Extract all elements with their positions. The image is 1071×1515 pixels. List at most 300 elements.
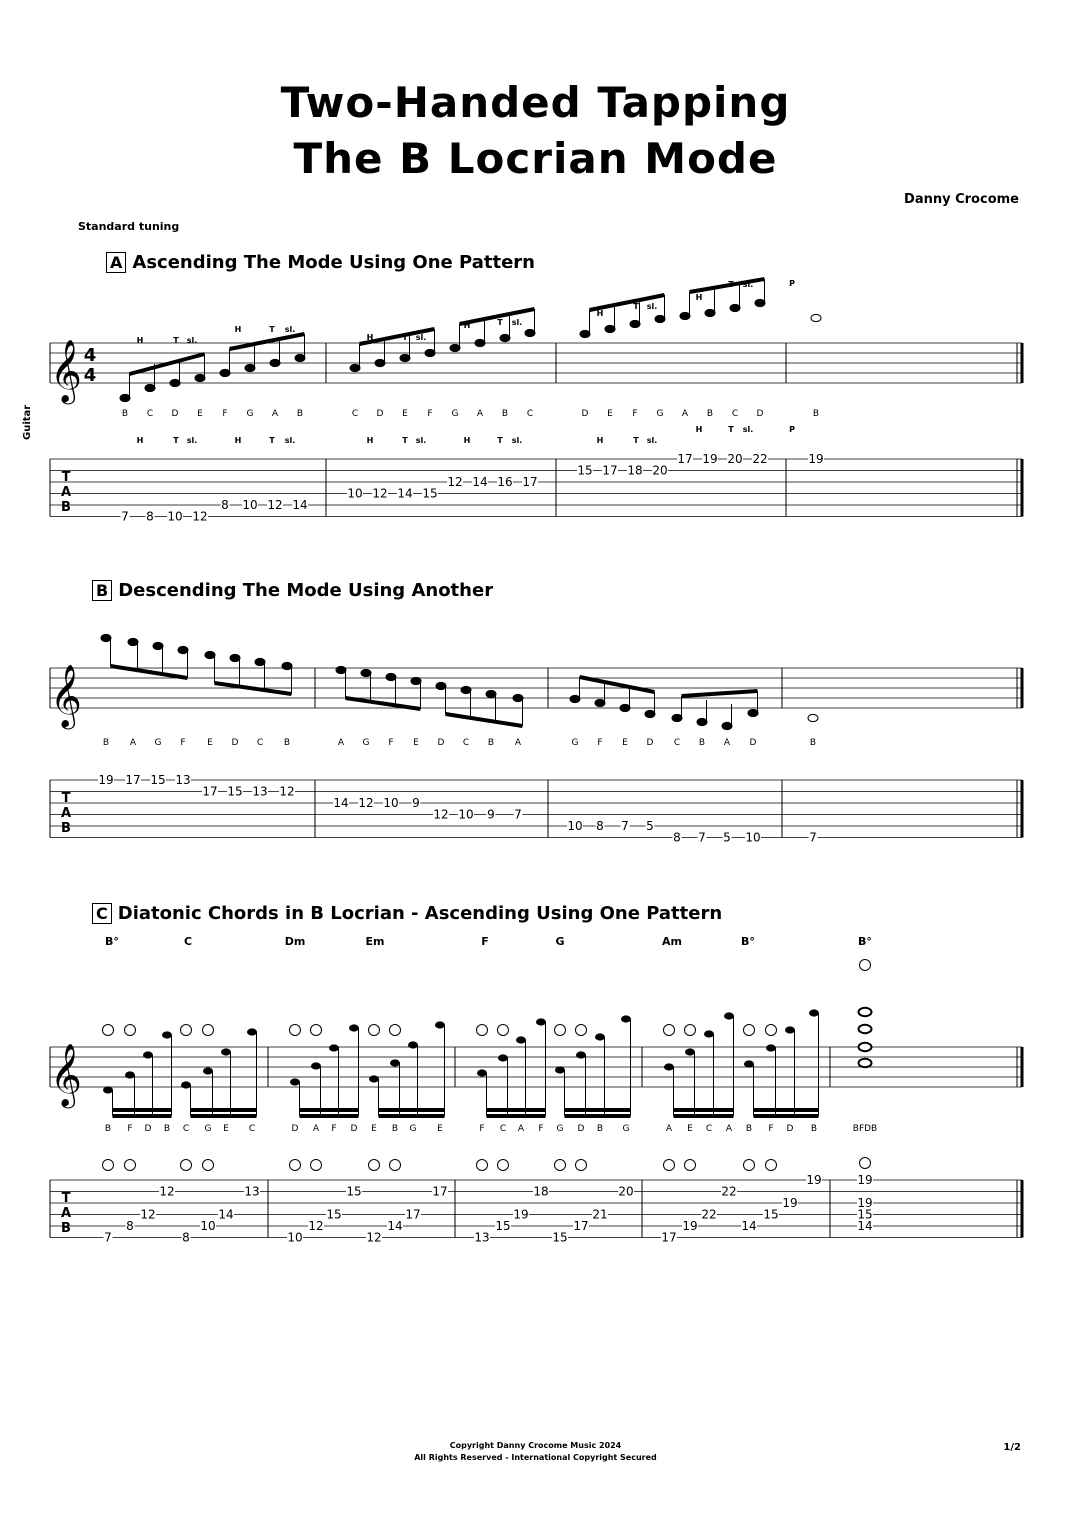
- note-name: B: [706, 409, 714, 419]
- section-a-box: A: [106, 252, 126, 273]
- tab-technique-label: T: [633, 436, 639, 445]
- note-name: B: [121, 409, 129, 419]
- note-name: B: [163, 1124, 171, 1134]
- note-name: C: [146, 409, 154, 419]
- note-name: D: [581, 409, 589, 419]
- tab-number: 19: [808, 452, 824, 466]
- technique-label: H: [234, 325, 242, 334]
- tab-technique-label: sl.: [284, 436, 296, 445]
- notehead: [555, 1066, 565, 1073]
- tab-number: 12: [358, 796, 374, 810]
- chord-name: B°: [105, 935, 119, 948]
- tab-number: 22: [701, 1207, 717, 1222]
- tab-technique-label: H: [366, 436, 374, 445]
- tuning: Standard tuning: [78, 220, 180, 233]
- note-name: E: [622, 738, 628, 748]
- notehead: [120, 394, 130, 401]
- tab-number: 20: [727, 452, 743, 466]
- tab-number: 10: [458, 807, 474, 822]
- tab-number: 14: [387, 1219, 403, 1233]
- beam: [215, 683, 292, 694]
- chord-name: B°: [741, 935, 755, 948]
- chord-name: B°: [858, 935, 872, 948]
- note-name: A: [681, 409, 689, 419]
- note-name: C: [351, 409, 359, 419]
- notehead: [595, 699, 605, 706]
- notehead: [375, 359, 385, 366]
- tab-number: 13: [244, 1184, 260, 1199]
- tap-circle-icon: [744, 1025, 755, 1036]
- tab-number: 10: [745, 830, 761, 845]
- note-name: A: [514, 738, 522, 748]
- notehead: [101, 634, 111, 641]
- notehead: [178, 646, 188, 653]
- notehead: [680, 312, 690, 319]
- tab-number: 8: [146, 509, 154, 524]
- tab-number: 7: [121, 509, 129, 524]
- tab-number: 10: [167, 509, 183, 524]
- technique-label: sl.: [646, 302, 658, 311]
- notehead: [411, 677, 421, 684]
- note-name: E: [437, 1124, 443, 1134]
- notehead: [766, 1044, 776, 1051]
- notehead: [143, 1051, 153, 1058]
- note-name: D: [376, 409, 384, 419]
- notehead: [722, 722, 732, 729]
- tap-circle-icon: [290, 1025, 301, 1036]
- note-name: B: [809, 738, 817, 748]
- footer-copyright: Copyright Danny Crocome Music 2024: [449, 1441, 622, 1450]
- note-name: A: [337, 738, 345, 748]
- tab-number: 15: [763, 1207, 779, 1222]
- notehead: [486, 690, 496, 697]
- tab-number: 19: [98, 773, 114, 787]
- tab-number: 15: [346, 1184, 362, 1199]
- note-name: F: [127, 1124, 133, 1134]
- note-name: G: [556, 1124, 564, 1134]
- tap-circle-icon: [498, 1025, 509, 1036]
- tab-technique-label: H: [234, 436, 242, 445]
- note-name: G: [451, 409, 459, 419]
- tab-number: 10: [200, 1219, 216, 1233]
- tab-number: 17: [677, 452, 693, 466]
- tab-number: 13: [474, 1230, 490, 1245]
- chord-name: C: [183, 935, 193, 948]
- time-sig-top: 4: [83, 345, 97, 366]
- tab-number: 22: [721, 1184, 737, 1199]
- notehead: [436, 682, 446, 689]
- tab-number: 14: [472, 475, 488, 489]
- note-name: B: [102, 738, 110, 748]
- tap-circle-icon: [766, 1025, 777, 1036]
- tab-technique-label: sl.: [742, 425, 754, 434]
- notehead: [247, 1028, 257, 1035]
- tab-number: 7: [621, 819, 629, 833]
- note-name: G: [622, 1124, 630, 1134]
- section-a-title: Ascending The Mode Using One Pattern: [132, 252, 535, 273]
- note-name: B: [596, 1124, 604, 1134]
- section-c-box: C: [92, 903, 112, 924]
- tab-technique-label: H: [463, 436, 471, 445]
- notehead: [570, 695, 580, 702]
- notehead: [595, 1033, 605, 1040]
- system-b-staff: [50, 668, 1022, 708]
- tab-letter-b: B: [61, 500, 71, 515]
- note-name: A: [723, 738, 731, 748]
- tab-number: 12: [366, 1230, 382, 1245]
- note-name: E: [223, 1124, 229, 1134]
- notehead: [744, 1060, 754, 1067]
- section-b-box: B: [92, 580, 112, 601]
- notehead: [349, 1024, 359, 1031]
- notehead: [500, 334, 510, 341]
- tab-number: 9: [412, 796, 420, 810]
- technique-label: sl.: [511, 318, 523, 327]
- note-name: A: [725, 1124, 733, 1134]
- tab-technique-label: H: [596, 436, 604, 445]
- note-name: F: [427, 409, 433, 419]
- note-name: E: [687, 1124, 693, 1134]
- tab-number: 7: [514, 807, 522, 822]
- notehead: [498, 1054, 508, 1061]
- notehead: [230, 654, 240, 661]
- note-name: G: [571, 738, 579, 748]
- tab-number: 16: [497, 475, 513, 489]
- notehead: [477, 1069, 487, 1076]
- notehead: [697, 718, 707, 725]
- tap-circle-icon: [369, 1160, 380, 1171]
- tab-number: 17: [573, 1219, 589, 1233]
- notehead: [195, 374, 205, 381]
- beam: [130, 354, 205, 374]
- tab-number: 10: [347, 486, 363, 501]
- note-name: G: [362, 738, 370, 748]
- note-name: G: [656, 409, 664, 419]
- tab-number: 18: [533, 1184, 549, 1199]
- note-name: BFDB: [852, 1124, 878, 1134]
- tab-number: 17: [202, 784, 218, 799]
- note-name: D: [291, 1124, 299, 1134]
- notehead: [408, 1041, 418, 1048]
- tap-circle-icon: [125, 1025, 136, 1036]
- tab-number: 10: [383, 796, 399, 810]
- note-name: D: [577, 1124, 585, 1134]
- tab-number: 14: [397, 486, 413, 501]
- tab-number: 12: [308, 1219, 324, 1233]
- note-name: F: [597, 738, 603, 748]
- treble-clef: 𝄞: [50, 1043, 82, 1106]
- notehead: [450, 344, 460, 351]
- note-name: G: [204, 1124, 212, 1134]
- note-name: E: [197, 409, 203, 419]
- tab-technique-label: sl.: [415, 436, 427, 445]
- notehead: [605, 325, 615, 332]
- notehead: [811, 314, 821, 321]
- note-name: G: [409, 1124, 417, 1134]
- notehead: [475, 339, 485, 346]
- tab-number: 17: [405, 1207, 421, 1222]
- note-name: A: [271, 409, 279, 419]
- tab-number: 10: [287, 1230, 303, 1245]
- technique-label: T: [633, 302, 639, 311]
- tab-number: 15: [227, 784, 243, 799]
- tab-number: 17: [522, 475, 538, 489]
- note-name: C: [256, 738, 264, 748]
- tap-circle-icon: [664, 1160, 675, 1171]
- notehead: [748, 709, 758, 716]
- technique-label: H: [596, 309, 604, 318]
- tab-letter-t: T: [61, 470, 71, 485]
- tab-number: 18: [627, 463, 643, 478]
- note-name: B: [810, 1124, 818, 1134]
- tab-number: 20: [618, 1184, 634, 1199]
- beam: [346, 698, 421, 709]
- notehead: [809, 1009, 819, 1016]
- note-name: G: [246, 409, 254, 419]
- section-b-title: Descending The Mode Using Another: [118, 580, 494, 601]
- note-name: E: [207, 738, 213, 748]
- note-name: B: [501, 409, 509, 419]
- tab-number: 13: [175, 773, 191, 787]
- notehead: [513, 694, 523, 701]
- technique-label: T: [269, 325, 275, 334]
- note-name: F: [768, 1124, 774, 1134]
- notehead: [125, 1071, 135, 1078]
- notehead: [400, 354, 410, 361]
- notehead: [755, 299, 765, 306]
- tab-number: 15: [422, 486, 438, 501]
- notehead: [220, 369, 230, 376]
- notehead: [685, 1048, 695, 1055]
- notehead: [153, 642, 163, 649]
- note-name: D: [749, 738, 757, 748]
- system-b-tab: [50, 780, 1022, 838]
- notehead: [103, 1086, 113, 1093]
- tab-letter-b: B: [61, 821, 71, 836]
- notehead: [704, 1030, 714, 1037]
- technique-label: sl.: [742, 280, 754, 289]
- note-name: B: [745, 1124, 753, 1134]
- notehead: [730, 304, 740, 311]
- tab-number: 21: [592, 1207, 608, 1222]
- notehead: [170, 379, 180, 386]
- note-name: C: [526, 409, 534, 419]
- technique-label: sl.: [284, 325, 296, 334]
- tab-number: 15: [577, 463, 593, 478]
- notehead: [672, 714, 682, 721]
- tap-circle-icon: [477, 1025, 488, 1036]
- tab-number: 13: [252, 784, 268, 799]
- notehead: [630, 320, 640, 327]
- tap-circle-icon: [390, 1160, 401, 1171]
- notehead: [621, 1015, 631, 1022]
- note-name: C: [182, 1124, 190, 1134]
- tab-number: 15: [326, 1207, 342, 1222]
- note-name: C: [731, 409, 739, 419]
- technique-label: H: [463, 321, 471, 330]
- notehead: [461, 686, 471, 693]
- tap-circle-icon: [685, 1160, 696, 1171]
- tap-circle-icon: [390, 1025, 401, 1036]
- notehead: [576, 1051, 586, 1058]
- tab-number: 7: [104, 1230, 112, 1245]
- tab-number: 5: [646, 819, 654, 833]
- notehead: [350, 364, 360, 371]
- tab-number: 14: [292, 498, 308, 512]
- tab-number: 19: [806, 1173, 822, 1187]
- note-name: E: [371, 1124, 377, 1134]
- notehead: [724, 1012, 734, 1019]
- tab-number: 15: [495, 1219, 511, 1233]
- note-name: D: [144, 1124, 152, 1134]
- notehead: [785, 1026, 795, 1033]
- tab-number: 14: [218, 1207, 234, 1222]
- note-name: C: [705, 1124, 713, 1134]
- notehead: [282, 662, 292, 669]
- tab-number: 9: [487, 807, 495, 822]
- notehead: [425, 349, 435, 356]
- notehead: [245, 364, 255, 371]
- technique-label: sl.: [415, 333, 427, 342]
- tab-letter-t: T: [61, 1191, 71, 1206]
- tab-number: 7: [809, 830, 817, 845]
- note-name: F: [331, 1124, 337, 1134]
- note-name: B: [104, 1124, 112, 1134]
- tab-number: 5: [723, 830, 731, 845]
- instrument-label: Guitar: [22, 404, 33, 440]
- tab-number: 8: [182, 1230, 190, 1245]
- chord-name: Dm: [284, 935, 306, 948]
- tab-number: 10: [242, 498, 258, 512]
- tab-number: 12: [279, 784, 295, 799]
- tab-number: 12: [140, 1207, 156, 1222]
- page-number: 1/2: [1003, 1442, 1021, 1453]
- treble-clef: 𝄞: [50, 664, 82, 727]
- tap-circle-icon: [181, 1160, 192, 1171]
- note-name: E: [413, 738, 419, 748]
- note-name: F: [180, 738, 186, 748]
- tap-circle-icon: [664, 1025, 675, 1036]
- tab-number: 17: [432, 1184, 448, 1199]
- note-name: B: [812, 409, 820, 419]
- tab-number: 19: [782, 1196, 798, 1210]
- system-c-staff: [50, 1047, 1022, 1087]
- tap-circle-icon: [766, 1160, 777, 1171]
- tab-number: 12: [192, 509, 208, 524]
- tab-number: 17: [661, 1230, 677, 1245]
- tab-number: 8: [126, 1219, 134, 1233]
- chord-name: F: [481, 935, 489, 948]
- tap-circle-icon: [576, 1025, 587, 1036]
- tap-circle-icon: [181, 1025, 192, 1036]
- tap-circle-icon: [555, 1025, 566, 1036]
- tab-number: 19: [682, 1219, 698, 1233]
- beam: [580, 677, 655, 692]
- technique-label: T: [728, 280, 734, 289]
- note-name: D: [231, 738, 239, 748]
- note-name: B: [487, 738, 495, 748]
- notehead: [516, 1036, 526, 1043]
- note-name: C: [673, 738, 681, 748]
- tab-number: 14: [857, 1219, 873, 1233]
- note-name: A: [129, 738, 137, 748]
- notehead: [145, 384, 155, 391]
- note-name: B: [391, 1124, 399, 1134]
- note-name: F: [479, 1124, 485, 1134]
- beam: [230, 334, 305, 349]
- note-name: C: [462, 738, 470, 748]
- notehead: [580, 330, 590, 337]
- tab-technique-label: P: [789, 425, 795, 434]
- note-name: D: [786, 1124, 794, 1134]
- notehead: [203, 1067, 213, 1074]
- tab-technique-label: T: [728, 425, 734, 434]
- note-name: D: [646, 738, 654, 748]
- notehead: [620, 704, 630, 711]
- technique-label: H: [136, 336, 144, 345]
- notehead: [162, 1031, 172, 1038]
- note-name: F: [388, 738, 394, 748]
- tab-technique-label: sl.: [511, 436, 523, 445]
- note-name: D: [437, 738, 445, 748]
- tap-circle-icon: [477, 1160, 488, 1171]
- tab-number: 10: [567, 819, 583, 833]
- notehead: [664, 1063, 674, 1070]
- tab-number: 12: [267, 498, 283, 512]
- tab-number: 19: [857, 1196, 873, 1210]
- notehead: [808, 714, 818, 721]
- tab-number: 12: [447, 475, 463, 489]
- notehead: [386, 673, 396, 680]
- tab-number: 7: [698, 830, 706, 845]
- chord-name: Am: [662, 935, 682, 948]
- notehead: [181, 1081, 191, 1088]
- tap-circle-icon: [203, 1025, 214, 1036]
- tab-number: 12: [159, 1184, 175, 1199]
- note-name: B: [698, 738, 706, 748]
- note-name: A: [665, 1124, 673, 1134]
- tap-circle-icon: [860, 1158, 871, 1169]
- tab-number: 20: [652, 463, 668, 478]
- notehead: [645, 710, 655, 717]
- tab-number: 15: [857, 1207, 873, 1222]
- chord-name: Em: [365, 935, 385, 948]
- tab-number: 14: [333, 796, 349, 810]
- tab-technique-label: T: [173, 436, 179, 445]
- tab-number: 12: [372, 486, 388, 501]
- technique-label: T: [497, 318, 503, 327]
- note-name: F: [222, 409, 228, 419]
- chord-name: G: [555, 935, 565, 948]
- tab-technique-label: sl.: [186, 436, 198, 445]
- note-name: A: [312, 1124, 320, 1134]
- tab-number: 15: [150, 773, 166, 787]
- note-name: F: [538, 1124, 544, 1134]
- tap-circle-icon: [860, 960, 871, 971]
- notehead: [525, 329, 535, 336]
- section-c-title: Diatonic Chords in B Locrian - Ascending Using One Pattern: [117, 903, 723, 924]
- notehead: [221, 1048, 231, 1055]
- note-name: A: [517, 1124, 525, 1134]
- note-name: F: [632, 409, 638, 419]
- note-name: D: [350, 1124, 358, 1134]
- technique-label: T: [173, 336, 179, 345]
- notehead: [255, 658, 265, 665]
- notehead: [435, 1021, 445, 1028]
- tap-circle-icon: [685, 1025, 696, 1036]
- notehead: [705, 309, 715, 316]
- tap-circle-icon: [498, 1160, 509, 1171]
